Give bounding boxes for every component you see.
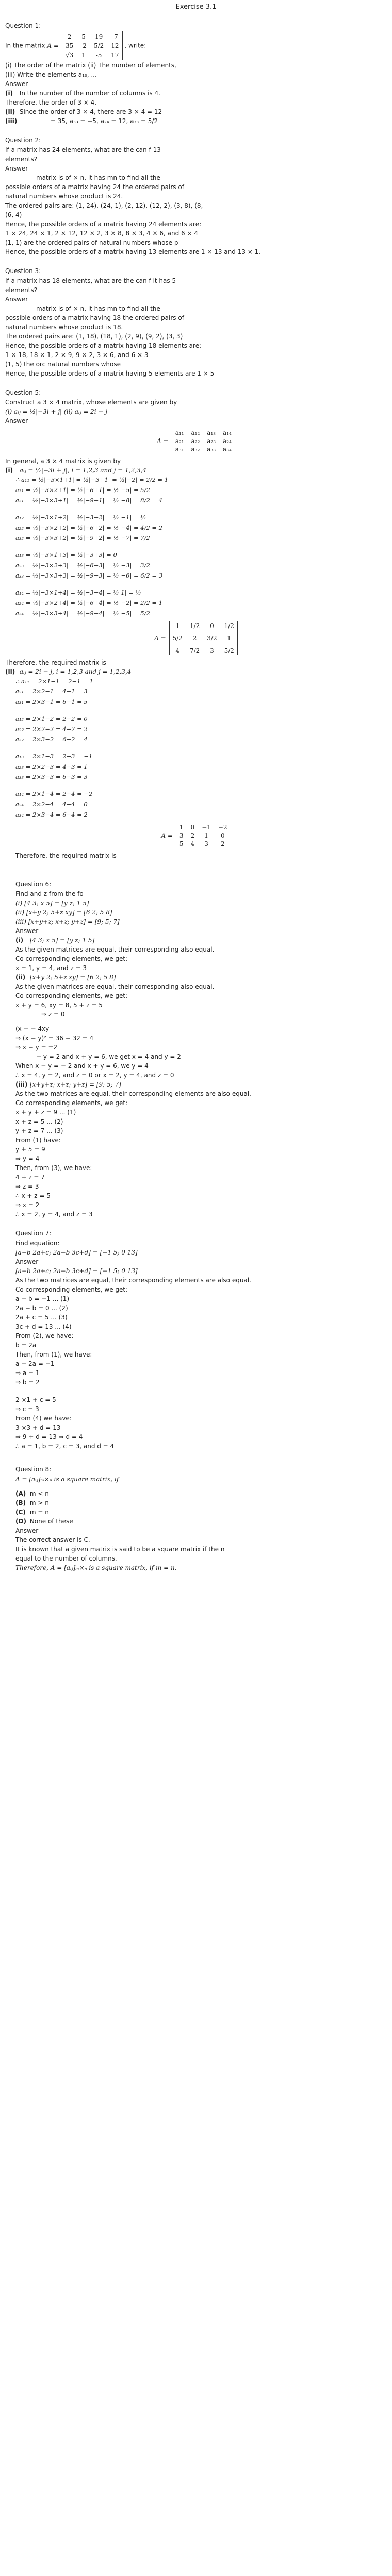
q7-line: ⇒ a = 1 — [15, 1369, 40, 1377]
calculation-line: a₁₂ = 2×1−2 = 2−2 = 0 — [15, 715, 88, 722]
matrix-cell: 5/2 — [172, 635, 183, 642]
q2-line: 1 × 24, 24 × 1, 2 × 12, 12 × 2, 3 × 8, 8 × 3, 4 × 6, and 6 × 4 — [5, 230, 198, 237]
q8-option-a-label: (A) — [15, 1490, 26, 1497]
q3-line: The ordered pairs are: (1, 18), (18, 1), (2, 9), (9, 2), (3, 3) — [5, 333, 183, 340]
q8-option-d: None of these — [29, 1518, 73, 1525]
calculation-line: a₂₁ = 2×2−1 = 4−1 = 3 — [15, 688, 88, 695]
matrix-cell: -5 — [95, 52, 102, 59]
calculation-line: a₃₄ = ½|−3×3+4| = ½|−9+4| = ½|−5| = 5/2 — [15, 609, 150, 617]
q6-answer-label: Answer — [15, 927, 39, 935]
matrix-cell: 3 — [210, 647, 214, 654]
calculation-line — [15, 784, 387, 789]
matrix-cell: 5/2 — [93, 42, 104, 49]
calculation-line: ∴ a₁₁ = ½|−3×1+1| = ½|−3+1| = ½|−2| = 2/2 = 1 — [15, 476, 169, 483]
q7-line: 2 ×1 + c = 5 — [15, 1396, 56, 1403]
q1-ans2-label: (ii) — [5, 108, 15, 115]
q2-line: elements? — [5, 156, 38, 163]
q8-line: The correct answer is C. — [15, 1536, 90, 1544]
q3-answer-label: Answer — [5, 296, 28, 303]
q6-line: x = 1, y = 4, and z = 3 — [15, 964, 87, 972]
q6-line: When x − y = − 2 and x + y = 6, we y = 4 — [15, 1062, 149, 1070]
q6-line: − y = 2 and x + y = 6, we get x = 4 and y = 2 — [36, 1053, 181, 1060]
q3-line: natural numbers whose product is 18. — [5, 324, 123, 331]
matrix-cell: 5 — [179, 840, 184, 848]
q8-line: equal to the number of columns. — [15, 1555, 117, 1562]
q8-option-c-label: (C) — [15, 1509, 26, 1516]
q6-ii-eq: [x+y 2; 5+z xy] = [6 2; 5 8] — [29, 974, 116, 981]
matrix-cell: 19 — [94, 33, 103, 40]
question-6-heading: Question 6: — [15, 880, 52, 888]
matrix-cell: 4 — [175, 647, 180, 654]
q5-formula: (i) aᵢⱼ = ½|−3i + j| (ii) aᵢⱼ = 2i − j — [5, 408, 108, 415]
question-2-heading: Question 2: — [5, 137, 41, 144]
q7-answer-label: Answer — [15, 1258, 39, 1265]
q1-ans1: In the number of the number of columns is 4. — [19, 90, 160, 97]
matrix-cell: 1 — [179, 824, 184, 831]
calculation-line — [15, 582, 387, 587]
calculation-line: a₂₂ = 2×2−2 = 4−2 = 2 — [15, 725, 88, 733]
q3-line: possible orders of a matrix having 18 the ordered pairs of — [5, 314, 184, 321]
q7-line: As the two matrices are equal, their corresponding elements are also equal. — [15, 1277, 251, 1284]
document-page — [5, 0, 387, 1572]
q1-ans3-label: (iii) — [5, 117, 18, 125]
q8-line: Therefore, A = [aᵢⱼ]ₘ×ₙ is a square matrix, if m = n. — [15, 1564, 177, 1571]
matrix-cell: 0 — [220, 832, 225, 839]
question-1: Question 1: In the matrix A = 2 5 19 -7 35 -2 5/2 12 √3 1 -5 17 , write: (i) The order of the matrix (ii) The number of elements, (iii) Write the elements a₁₃, ... Answer (i) In the number of the number of columns is 4. Therefore, the order of 3 × 4. (ii) Since the order of 3 × 4, there are 3 × 4 = 12 (iii) = 35, a₃₃ = −5, a₂₄ = 12, a₃₃ = 5/2 — [5, 22, 387, 125]
matrix-cell: 3 — [179, 832, 184, 839]
matrix-cell: 2 — [190, 832, 195, 839]
question-5: Question 5: Construct a 3 × 4 matrix, whose elements are given by (i) aᵢⱼ = ½|−3i + j| (ii) aᵢⱼ = 2i − j Answer A = a₁₁ a₁₂ a₁₃ a₁₄ a₂₁ a₂₂ a₂₃ a₂₄ a₃₁ a₃₂ a₃₃ a₃₄ In general, a 3 × 4 matrix is given by (i) aᵢⱼ = ½|−3i + j|, i = 1,2,3 and j = 1,2,3,4 ∴ a₁₁ = ½|−3×1+1| = ½|−3+1| = ½|−2| = 2/2 = 1 a₂₁ = ½|−3×2+1| = ½|−6+1| = ½|−5| = 5/2 a₃₁ = ½|−3×3+1| = ½|−9+1| = ½|−8| = 8/2 = 4 a₁₂ = ½|−3×1+2| = ½|−3+2| = ½|−1| = ½ a₂₂ = ½|−3×2+2| = ½|−6+2| = ½|−4| = 4/2 = 2 a₃₂ = ½|−3×3+2| = ½|−9+2| = ½|−7| = 7/2 a₁₃ = ½|−3×1+3| = ½|−3+3| = 0 a₂₃ = ½|−3×2+3| = ½|−6+3| = ½|−3| = 3/2 a₃₃ = ½|−3×3+3| = ½|−9+3| = ½|−6| = 6/2 = 3 a₁₄ = ½|−3×1+4| = ½|−3+4| = ½|1| = ½ a₂₄ = ½|−3×2+4| = ½|−6+4| = ½|−2| = 2/2 = 1 a₃₄ = ½|−3×3+4| = ½|−9+4| = ½|−5| = 5/2 A = 1 1/2 0 1/2 5/2 2 3/2 1 4 7/2 3 5/2 Therefore, the required matrix is (ii) aᵢⱼ = 2i − j, i = 1,2,3 and j = 1,2,3,4 ∴ a₁₁ = 2×1−1 = 2−1 = 1 a₂₁ = 2×2−1 = 4−1 = 3 a₃₁ = 2×3−1 = 6−1 = 5 a₁₂ = 2×1−2 = 2−2 = 0 a₂₂ = 2×2−2 = 4−2 = 2 a₃₂ = 2×3−2 = 6−2 = 4 a₁₃ = 2×1−3 = 2−3 = −1 a₂₃ = 2×2−3 = 4−3 = 1 a₃₃ = 2×3−3 = 6−3 = 3 a₁₄ = 2×1−4 = 2−4 = −2 a₂₄ = 2×2−4 = 4−4 = 0 a₃₄ = 2×3−4 = 6−4 = 2 A = 1 0 −1 −2 3 2 1 0 5 4 3 2 Therefore, the required matrix is — [5, 389, 387, 860]
calculation-line: a₂₂ = ½|−3×2+2| = ½|−6+2| = ½|−4| = 4/2 = 2 — [15, 524, 163, 531]
matrix-cell: 0 — [210, 622, 214, 630]
q6-line: Co corresponding elements, we get: — [15, 992, 128, 999]
matrix-cell: a₃₁ — [175, 446, 184, 453]
q5-required-1: Therefore, the required matrix is — [5, 659, 106, 666]
q2-line: possible orders of a matrix having 24 the ordered pairs of — [5, 183, 184, 191]
q7-line: Find equation: — [15, 1240, 60, 1247]
q6-line: ⇒ (x − y)² = 36 − 32 = 4 — [15, 1035, 94, 1042]
q6-line: ⇒ z = 3 — [15, 1183, 39, 1190]
calculation-line: a₂₁ = ½|−3×2+1| = ½|−6+1| = ½|−5| = 5/2 — [15, 486, 150, 494]
calculation-line: a₁₃ = 2×1−3 = 2−3 = −1 — [15, 753, 93, 760]
q6-line: From (1) have: — [15, 1137, 61, 1144]
q1-intro: In the matrix — [5, 42, 45, 49]
matrix-cell: √3 — [65, 52, 74, 59]
q6-i-label: (i) — [15, 937, 24, 944]
calculation-line: a₂₄ = ½|−3×2+4| = ½|−6+4| = ½|−2| = 2/2 = 1 — [15, 599, 163, 606]
q6-equation-iii: (iii) [x+y+z; x+z; y+z] = [9; 5; 7] — [15, 918, 120, 925]
q2-line: matrix is of × n, it has mn to find all the — [36, 174, 160, 181]
question-8-heading: Question 8: — [15, 1466, 52, 1473]
q5-answer-label: Answer — [5, 417, 28, 425]
q7-line: Co corresponding elements, we get: — [15, 1286, 128, 1293]
question-1-heading: Question 1: — [5, 22, 41, 29]
q6-line: ⇒ x = 2 — [15, 1201, 40, 1209]
q5-part-i-label: (i) — [5, 467, 13, 474]
matrix-cell: 2 — [67, 33, 72, 40]
q3-line: Hence, the possible orders of a matrix having 5 elements are 1 × 5 — [5, 370, 215, 377]
q1-part-1: (i) The order of the matrix (ii) The number of elements, — [5, 62, 176, 69]
matrix-cell: 1/2 — [224, 622, 234, 630]
calculation-line: a₃₄ = 2×3−4 = 6−4 = 2 — [15, 811, 88, 818]
matrix-cell: a₂₂ — [191, 437, 200, 445]
q5-part-ii-label: (ii) — [5, 668, 15, 675]
matrix-cell: 1 — [81, 52, 86, 59]
q6-line: ⇒ y = 4 — [15, 1155, 40, 1162]
q5-part-i-calculations — [5, 476, 387, 618]
q6-ii-label: (ii) — [15, 974, 26, 981]
matrix-cell: 4 — [190, 840, 195, 848]
matrix-cell: -2 — [80, 42, 87, 49]
q7-line: 3 ×3 + d = 13 — [15, 1424, 61, 1431]
matrix-cell: a₃₄ — [223, 446, 232, 453]
q8-line: A = [aᵢⱼ]ₘ×ₙ is a square matrix, if — [15, 1476, 119, 1483]
q7-line: ∴ a = 1, b = 2, c = 3, and d = 4 — [15, 1443, 115, 1450]
q7-line: From (4) we have: — [15, 1415, 72, 1422]
q8-line: It is known that a given matrix is said to be a square matrix if the n — [15, 1546, 225, 1553]
q3-line: elements? — [5, 286, 38, 294]
q5-part-ii-rule: aᵢⱼ = 2i − j, i = 1,2,3 and j = 1,2,3,4 — [19, 668, 132, 675]
matrix-cell: 5 — [81, 33, 86, 40]
matrix-cell: 1 — [227, 635, 232, 642]
matrix-cell: 0 — [190, 824, 195, 831]
q6-line: As the two matrices are equal, their corresponding elements are also equal. — [15, 1090, 251, 1097]
calculation-line: a₃₃ = 2×3−3 = 6−3 = 3 — [15, 773, 88, 781]
matrix-cell: 3 — [204, 840, 208, 848]
question-8 — [5, 1466, 387, 1572]
matrix-cell: a₁₄ — [223, 429, 232, 436]
question-3-heading: Question 3: — [5, 267, 41, 275]
question-2 — [5, 137, 387, 256]
matrix-cell: a₁₂ — [191, 429, 200, 436]
q6-line: Co corresponding elements, we get: — [15, 1099, 128, 1107]
question-7-heading: Question 7: — [15, 1230, 52, 1237]
question-3 — [5, 267, 387, 378]
q8-option-a: m < n — [29, 1490, 49, 1497]
q7-line: a − 2a = −1 — [15, 1360, 55, 1367]
q6-iii-eq: [x+y+z; x+z; y+z] = [9; 5; 7] — [29, 1081, 121, 1088]
general-matrix — [172, 428, 235, 454]
q7-line: 3c + d = 13 ... (4) — [15, 1323, 72, 1330]
matrix-cell: a₂₁ — [175, 437, 184, 445]
q6-equation-i: (i) [4 3; x 5] = [y z; 1 5] — [15, 900, 89, 907]
matrix-cell: 7/2 — [189, 647, 200, 654]
calculation-line: a₃₁ = ½|−3×3+1| = ½|−9+1| = ½|−8| = 8/2 = 4 — [15, 497, 163, 504]
question-5-heading: Question 5: — [5, 389, 41, 396]
matrix-cell: 35 — [65, 42, 74, 49]
q3-line: 1 × 18, 18 × 1, 2 × 9, 9 × 2, 3 × 6, and 6 × 3 — [5, 351, 149, 359]
q6-line: ∴ x = 4, y = 2, and z = 0 or x = 2, y = 4, and z = 0 — [15, 1072, 174, 1079]
q5-line: Construct a 3 × 4 matrix, whose elements are given by — [5, 399, 177, 406]
q6-line: x + z = 5 ... (2) — [15, 1118, 63, 1125]
result-matrix-ii — [176, 823, 231, 849]
calculation-line — [15, 708, 387, 714]
calculation-line: a₃₂ = 2×3−2 = 6−2 = 4 — [15, 736, 88, 743]
matrix-cell: 3/2 — [207, 635, 217, 642]
q6-line: ⇒ x − y = ±2 — [15, 1044, 58, 1051]
q7-line: a − b = −1 ... (1) — [15, 1295, 70, 1302]
matrix-cell: −1 — [202, 824, 211, 831]
calculation-line: a₁₂ = ½|−3×1+2| = ½|−3+2| = ½|−1| = ½ — [15, 514, 146, 521]
q5-line: In general, a 3 × 4 matrix is given by — [5, 457, 121, 465]
q7-line: ⇒ 9 + d = 13 ⇒ d = 4 — [15, 1433, 83, 1440]
matrix-cell: -7 — [112, 33, 118, 40]
q6-line: 4 + z = 7 — [15, 1174, 45, 1181]
q2-line: Hence, the possible orders of a matrix having 13 elements are 1 × 13 and 13 × 1. — [5, 248, 261, 256]
q6-iii-label: (iii) — [15, 1081, 28, 1088]
q6-line: As the given matrices are equal, their corresponding also equal. — [15, 946, 215, 953]
matrix-cell: 12 — [111, 42, 119, 49]
calculation-line: a₁₄ = 2×1−4 = 2−4 = −2 — [15, 790, 93, 798]
q6-line: Co corresponding elements, we get: — [15, 955, 128, 962]
q6-line: y + 5 = 9 — [15, 1146, 45, 1153]
q3-line: matrix is of × n, it has mn to find all the — [36, 305, 160, 312]
q1-ans1b: Therefore, the order of 3 × 4. — [5, 99, 97, 106]
q6-line: x + y = 6, xy = 8, 5 + z = 5 — [15, 1002, 103, 1009]
matrix-cell: 17 — [111, 52, 119, 59]
matrix-A — [62, 31, 123, 60]
calculation-line: a₂₃ = 2×2−3 = 4−3 = 1 — [15, 763, 88, 770]
q7-line: 2a + c = 5 ... (3) — [15, 1314, 68, 1321]
q8-option-d-label: (D) — [15, 1518, 26, 1525]
q8-option-b: m > n — [29, 1499, 49, 1506]
q5-required-2: Therefore, the required matrix is — [15, 852, 117, 859]
calculation-line — [15, 746, 387, 751]
page-title: Exercise 3.1 — [175, 3, 217, 11]
q5-part-ii-calculations — [5, 677, 387, 820]
q5-part-i-rule: aᵢⱼ = ½|−3i + j|, i = 1,2,3 and j = 1,2,3,4 — [19, 467, 147, 474]
q6-line: Find and z from the fo — [15, 890, 84, 897]
q3-line: If a matrix has 18 elements, what are the can f it has 5 — [5, 277, 176, 284]
calculation-line: a₂₄ = 2×2−4 = 4−4 = 0 — [15, 801, 88, 808]
q7-line: b = 2a — [15, 1342, 37, 1349]
calculation-line: a₂₃ = ½|−3×2+3| = ½|−6+3| = ½|−3| = 3/2 — [15, 562, 150, 569]
q2-line: If a matrix has 24 elements, what are the can f 13 — [5, 146, 161, 154]
calculation-line: a₃₁ = 2×3−1 = 6−1 = 5 — [15, 698, 88, 705]
q1-part-2: (iii) Write the elements a₁₃, ... — [5, 71, 97, 78]
q6-i-eq: [4 3; x 5] = [y z; 1 5] — [29, 937, 95, 944]
matrix-cell: 2 — [192, 635, 197, 642]
q6-line: ⇒ z = 0 — [41, 1011, 65, 1018]
matrix-cell: 1/2 — [189, 622, 200, 630]
q7-line: ⇒ c = 3 — [15, 1405, 39, 1413]
q3-line: (1, 5) the orc natural numbers whose — [5, 361, 121, 368]
q1-ans3: = 35, a₃₃ = −5, a₂₄ = 12, a₃₃ = 5/2 — [50, 117, 158, 125]
q3-line: Hence, the possible orders of a matrix having 18 elements are: — [5, 342, 202, 349]
q6-equation-ii: (ii) [x+y 2; 5+z xy] = [6 2; 5 8] — [15, 909, 112, 916]
matrix-cell: 2 — [220, 840, 225, 848]
q8-answer-label: Answer — [15, 1527, 39, 1534]
calculation-line: a₃₃ = ½|−3×3+3| = ½|−9+3| = ½|−6| = 6/2 = 3 — [15, 572, 163, 579]
q2-answer-label: Answer — [5, 165, 28, 172]
matrix-cell: 5/2 — [224, 647, 234, 654]
matrix-cell: a₁₁ — [175, 429, 184, 436]
q1-answer-label: Answer — [5, 80, 28, 88]
question-7 — [5, 1230, 387, 1450]
matrix-cell: 1 — [204, 832, 208, 839]
q6-line: Then, from (3), we have: — [15, 1164, 92, 1172]
q6-line: x + y + z = 9 ... (1) — [15, 1109, 76, 1116]
calculation-line — [15, 507, 387, 512]
calculation-line: a₃₂ = ½|−3×3+2| = ½|−9+2| = ½|−7| = 7/2 — [15, 534, 150, 541]
matrix-cell: a₂₄ — [223, 437, 232, 445]
q7-line: From (2), we have: — [15, 1332, 74, 1340]
q7-equation-2: [a−b 2a+c; 2a−b 3c+d] = [−1 5; 0 13] — [15, 1267, 138, 1275]
q2-line: (6, 4) — [5, 211, 22, 218]
matrix-cell: −2 — [218, 824, 227, 831]
q1-write: , write: — [124, 42, 146, 49]
q2-line: natural numbers whose product is 24. — [5, 193, 123, 200]
calculation-line: ∴ a₁₁ = 2×1−1 = 2−1 = 1 — [15, 677, 93, 685]
matrix-cell: a₁₃ — [207, 429, 216, 436]
q2-line: The ordered pairs are: (1, 24), (24, 1), (2, 12), (12, 2), (3, 8), (8, — [5, 202, 203, 209]
calculation-line — [15, 545, 387, 550]
q6-line: ∴ x + z = 5 — [15, 1192, 51, 1199]
q6-line: (x − − 4xy — [15, 1025, 50, 1032]
q7-line: ⇒ b = 2 — [15, 1379, 40, 1386]
q7-line: 2a − b = 0 ... (2) — [15, 1304, 68, 1312]
matrix-cell: a₃₃ — [207, 446, 216, 453]
question-6 — [5, 880, 387, 1218]
q1-ans1-label: (i) — [5, 90, 13, 97]
q6-line: As the given matrices are equal, their corresponding also equal. — [15, 983, 215, 990]
matrix-cell: 1 — [175, 622, 180, 630]
calculation-line: a₁₄ = ½|−3×1+4| = ½|−3+4| = ½|1| = ½ — [15, 589, 141, 596]
q1-ans2: Since the order of 3 × 4, there are 3 × 4 = 12 — [19, 108, 162, 115]
q2-line: Hence, the possible orders of a matrix having 24 elements are: — [5, 221, 202, 228]
q7-equation: [a−b 2a+c; 2a−b 3c+d] = [−1 5; 0 13] — [15, 1249, 138, 1256]
q8-option-c: m = n — [29, 1509, 49, 1516]
q6-line: y + z = 7 ... (3) — [15, 1127, 63, 1134]
matrix-cell: a₃₂ — [191, 446, 200, 453]
q8-option-b-label: (B) — [15, 1499, 26, 1506]
result-matrix-i — [169, 621, 238, 655]
q7-line: Then, from (1), we have: — [15, 1351, 92, 1358]
matrix-cell: a₂₃ — [207, 437, 216, 445]
q6-line: ∴ x = 2, y = 4, and z = 3 — [15, 1211, 93, 1218]
calculation-line: a₁₃ = ½|−3×1+3| = ½|−3+3| = 0 — [15, 551, 117, 558]
q2-line: (1, 1) are the ordered pairs of natural numbers whose p — [5, 239, 178, 246]
